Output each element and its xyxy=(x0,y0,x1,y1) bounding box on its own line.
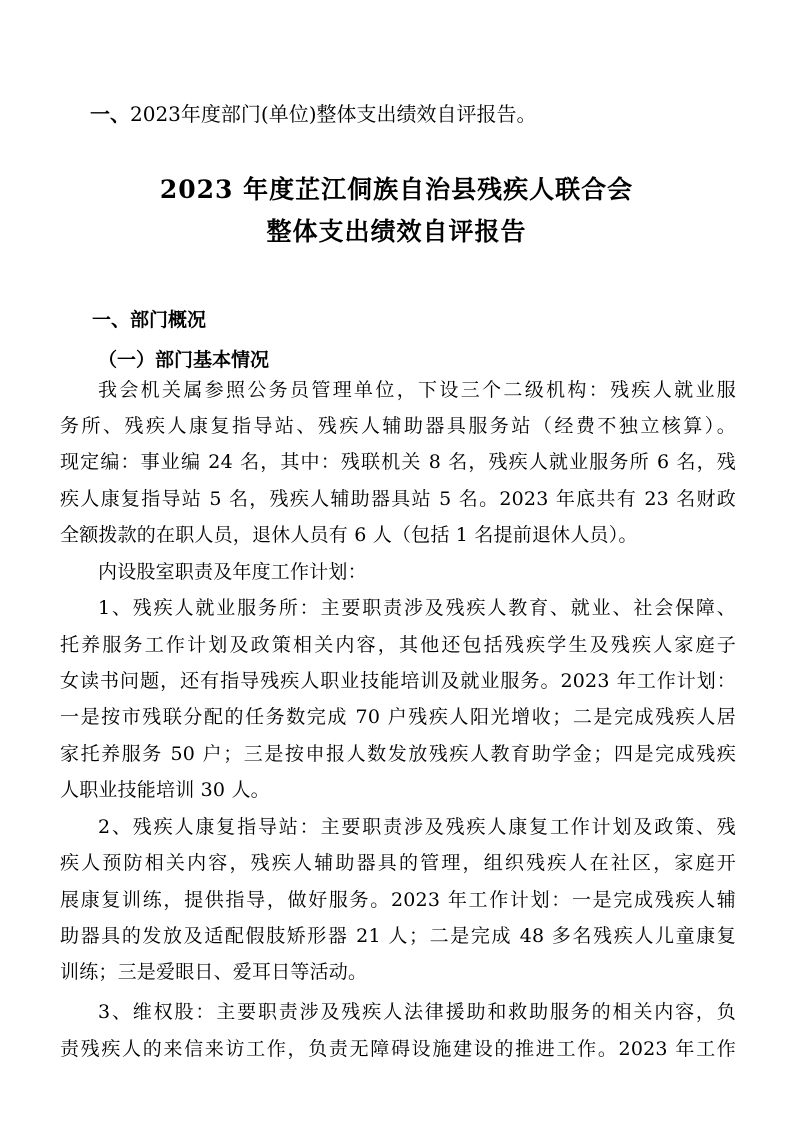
body-line: 内设股室职责及年度工作计划： xyxy=(98,561,367,583)
intro-heading-text: 2023年度部门(单位)整体支出绩效自评报告。 xyxy=(130,102,537,126)
body-line: 我会机关属参照公务员管理单位，下设三个二级机构：残疾人就业服 xyxy=(98,379,736,401)
body-line: 现定编：事业编 24 名，其中：残联机关 8 名，残疾人就业服务所 6 名，残 xyxy=(60,451,736,473)
document-title-line-1: 2023 年度芷江侗族自治县残疾人联合会 xyxy=(159,175,634,204)
body-line: 展康复训练，提供指导，做好服务。2023 年工作计划：一是完成残疾人辅 xyxy=(60,889,736,911)
body-line: 疾人预防相关内容，残疾人辅助器具的管理，组织残疾人在社区，家庭开 xyxy=(60,852,736,874)
body-line: 人职业技能培训 30 人。 xyxy=(60,779,270,801)
intro-heading xyxy=(90,98,730,127)
body-line: 务所、残疾人康复指导站、残疾人辅助器具服务站（经费不独立核算）。 xyxy=(60,415,736,437)
body-line: 一是按市残联分配的任务数完成 70 户残疾人阳光增收；二是完成残疾人居 xyxy=(60,706,736,728)
body-line: 助器具的发放及适配假肢矫形器 21 人；二是完成 48 多名残疾人儿童康复 xyxy=(60,925,736,947)
section-heading: 一、部门概况 xyxy=(92,309,207,331)
body-line: 疾人康复指导站 5 名，残疾人辅助器具站 5 名。2023 年底共有 23 名财政 xyxy=(60,488,736,510)
body-line: 家托养服务 50 户；三是按申报人数发放残疾人教育助学金；四是完成残疾 xyxy=(60,743,736,765)
body-line: 责残疾人的来信来访工作，负责无障碍设施建设的推进工作。2023 年工作 xyxy=(60,1038,736,1060)
body-line: 托养服务工作计划及政策相关内容，其他还包括残疾学生及残疾人家庭子 xyxy=(60,634,736,656)
intro-heading-number: 一、 xyxy=(90,102,130,126)
body-line: 全额拨款的在职人员，退休人员有 6 人（包括 1 名提前退休人员）。 xyxy=(60,524,638,546)
document-title-line-2: 整体支出绩效自评报告 xyxy=(266,217,527,246)
body-line: 女读书问题，还有指导残疾人职业技能培训及就业服务。2023 年工作计划： xyxy=(60,670,736,692)
body-line: 1、残疾人就业服务所：主要职责涉及残疾人教育、就业、社会保障、 xyxy=(98,597,736,619)
body-line: 3、维权股：主要职责涉及残疾人法律援助和救助服务的相关内容，负 xyxy=(98,1001,736,1023)
body-line: 训练；三是爱眼日、爱耳日等活动。 xyxy=(60,961,368,983)
body-line: 2、残疾人康复指导站：主要职责涉及残疾人康复工作计划及政策、残 xyxy=(98,816,736,838)
subsection-heading: （一）部门基本情况 xyxy=(98,349,270,371)
